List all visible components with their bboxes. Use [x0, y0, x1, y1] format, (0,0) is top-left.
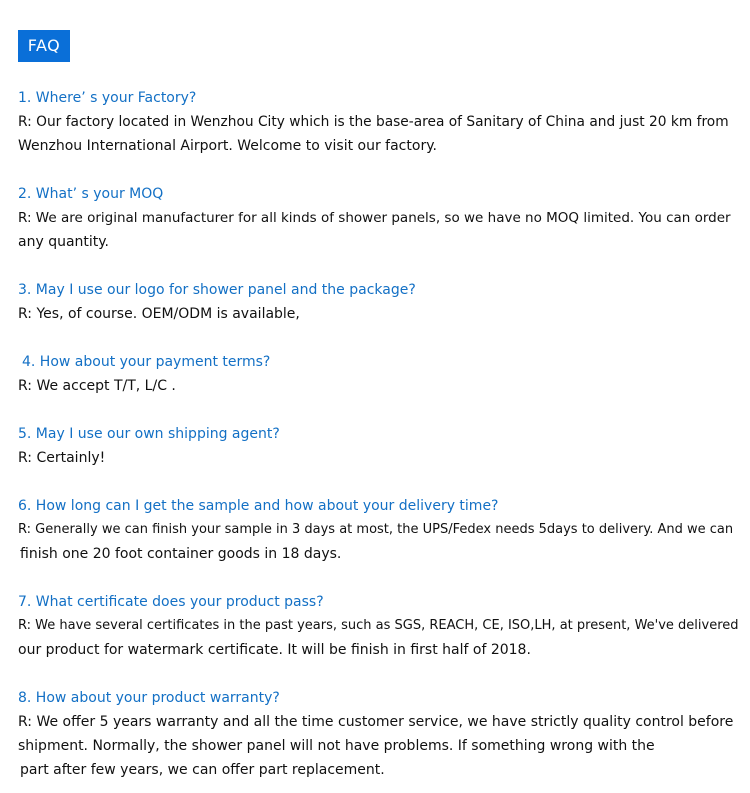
- faq-answer-line: R: Yes, of course. OEM/ODM is available,: [18, 306, 300, 322]
- faq-answer-line: R: We are original manufacturer for all kinds of shower panels, so we have no MOQ limited. You can order: [18, 210, 731, 226]
- faq-answer-line: R: Certainly!: [18, 450, 106, 466]
- faq-item-7: [18, 590, 740, 662]
- faq-item-6: [18, 494, 740, 566]
- faq-answer-line: shipment. Normally, the shower panel will not have problems. If something wrong with the: [18, 738, 655, 754]
- faq-item-8: [18, 686, 740, 782]
- faq-answer-line: R: We offer 5 years warranty and all the time customer service, we have strictly quality control before: [18, 714, 734, 730]
- faq-question: 7. What certificate does your product pass?: [18, 594, 324, 610]
- faq-question: 8. How about your product warranty?: [18, 690, 280, 706]
- faq-question: 6. How long can I get the sample and how about your delivery time?: [18, 498, 499, 514]
- faq-answer-line: R: Our factory located in Wenzhou City which is the base-area of Sanitary of China and just 20 km from: [18, 114, 729, 130]
- faq-answer-line: Wenzhou International Airport. Welcome to visit our factory.: [18, 138, 437, 154]
- faq-answer-line: our product for watermark certificate. It will be finish in first half of 2018.: [18, 642, 531, 658]
- faq-question: 3. May I use our logo for shower panel and the package?: [18, 282, 416, 298]
- faq-question: 4. How about your payment terms?: [22, 354, 271, 370]
- faq-question: 1. Where’ s your Factory?: [18, 90, 197, 106]
- faq-answer-line: finish one 20 foot container goods in 18 days.: [20, 546, 342, 562]
- faq-question: 2. What’ s your MOQ: [18, 186, 164, 202]
- faq-item-3: [18, 278, 740, 326]
- faq-badge: FAQ: [18, 30, 70, 62]
- faq-answer-line: any quantity.: [18, 234, 110, 250]
- faq-answer-line: part after few years, we can offer part replacement.: [20, 762, 385, 778]
- faq-item-2: [18, 182, 740, 254]
- faq-item-4: [18, 350, 740, 398]
- faq-question: 5. May I use our own shipping agent?: [18, 426, 280, 442]
- faq-answer-line: R: We accept T/T, L/C .: [18, 378, 176, 394]
- faq-answer-line: R: We have several certificates in the past years, such as SGS, REACH, CE, ISO,LH, at present, We've delivered: [18, 618, 739, 633]
- faq-item-5: [18, 422, 740, 470]
- faq-answer-line: R: Generally we can finish your sample in 3 days at most, the UPS/Fedex needs 5days to delivery. And we can: [18, 522, 734, 537]
- faq-item-1: [18, 86, 740, 158]
